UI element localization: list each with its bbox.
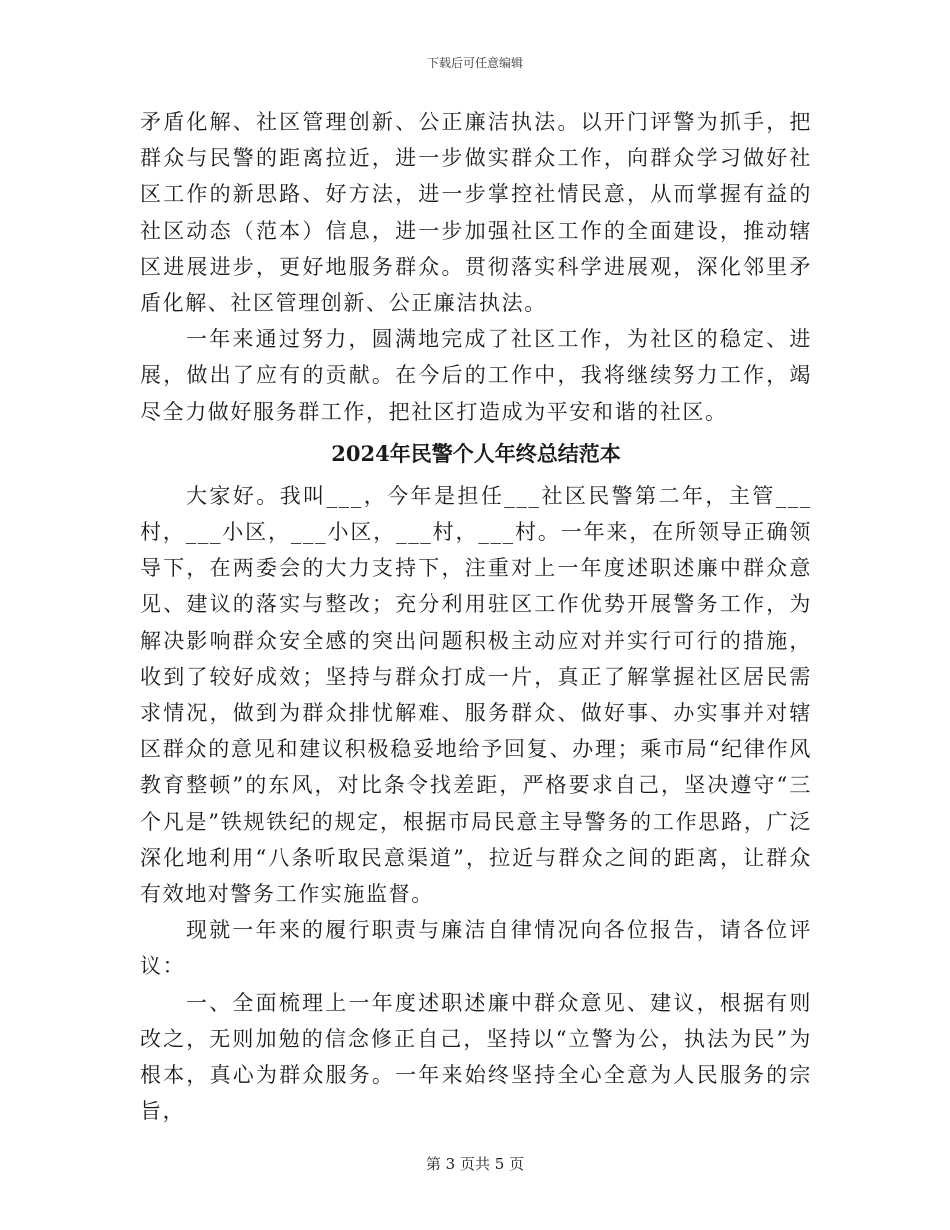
paragraph-continued: 矛盾化解、社区管理创新、公正廉洁执法。以开门评警为抓手，把群众与民警的距离拉近，进一步做实群众工作，向群众学习做好社区工作的新思路、好方法，进一步掌控社情民意，从而掌握有益的社区动态（范本）信息，进一步加强社区工作的全面建设，推动辖区进展进步，更好地服务群众。贯彻落实科学进展观，深化邻里矛盾化解、社区管理创新、公正廉洁执法。: [140, 110, 812, 316]
page-footer: 第 3 页共 5 页: [425, 1155, 525, 1173]
paragraph-point-one: 一、全面梳理上一年度述职述廉中群众意见、建议，根据有则改之，无则加勉的信念修正自己，坚持以“立警为公，执法为民”为根本，真心为群众服务。一年来始终坚持全心全意为人民服务的宗旨，: [140, 990, 812, 1124]
paragraph-intro: 大家好。我叫___，今年是担任___社区民警第二年，主管___村，___小区，___小区，___村，___村。一年来，在所领导正确领导下，在两委会的大力支持下，注重对上一年度述职述廉中群众意见、建议的落实与整改；充分利用驻区工作优势开展警务工作，为解决影响群众安全感的突出问题积极主动应对并实行可行的措施，收到了较好成效；坚持与群众打成一片，真正了解掌握社区居民需求情况，做到为群众排忧解难、服务群众、做好事、办实事并对辖区群众的意见和建议积极稳妥地给予回复、办理；乘市局“纪律作风教育整顿”的东风，对比条令找差距，严格要求自己，坚决遵守“三个凡是”铁规铁纪的规定，根据市局民意主导警务的工作思路，广泛深化地利用“八条听取民意渠道”，拉近与群众之间的距离，让群众有效地对警务工作实施监督。: [140, 483, 812, 907]
section-title: 2024年民警个人年终总结范本: [331, 440, 621, 466]
document-body: [140, 104, 812, 1129]
paragraph-report: 现就一年来的履行职责与廉洁自律情况向各位报告，请各位评议：: [140, 918, 812, 979]
page-header: 下载后可任意编辑: [426, 56, 523, 70]
paragraph-summary: 一年来通过努力，圆满地完成了社区工作，为社区的稳定、进展，做出了应有的贡献。在今后的工作中，我将继续努力工作，竭尽全力做好服务群工作，把社区打造成为平安和谐的社区。: [140, 327, 812, 424]
